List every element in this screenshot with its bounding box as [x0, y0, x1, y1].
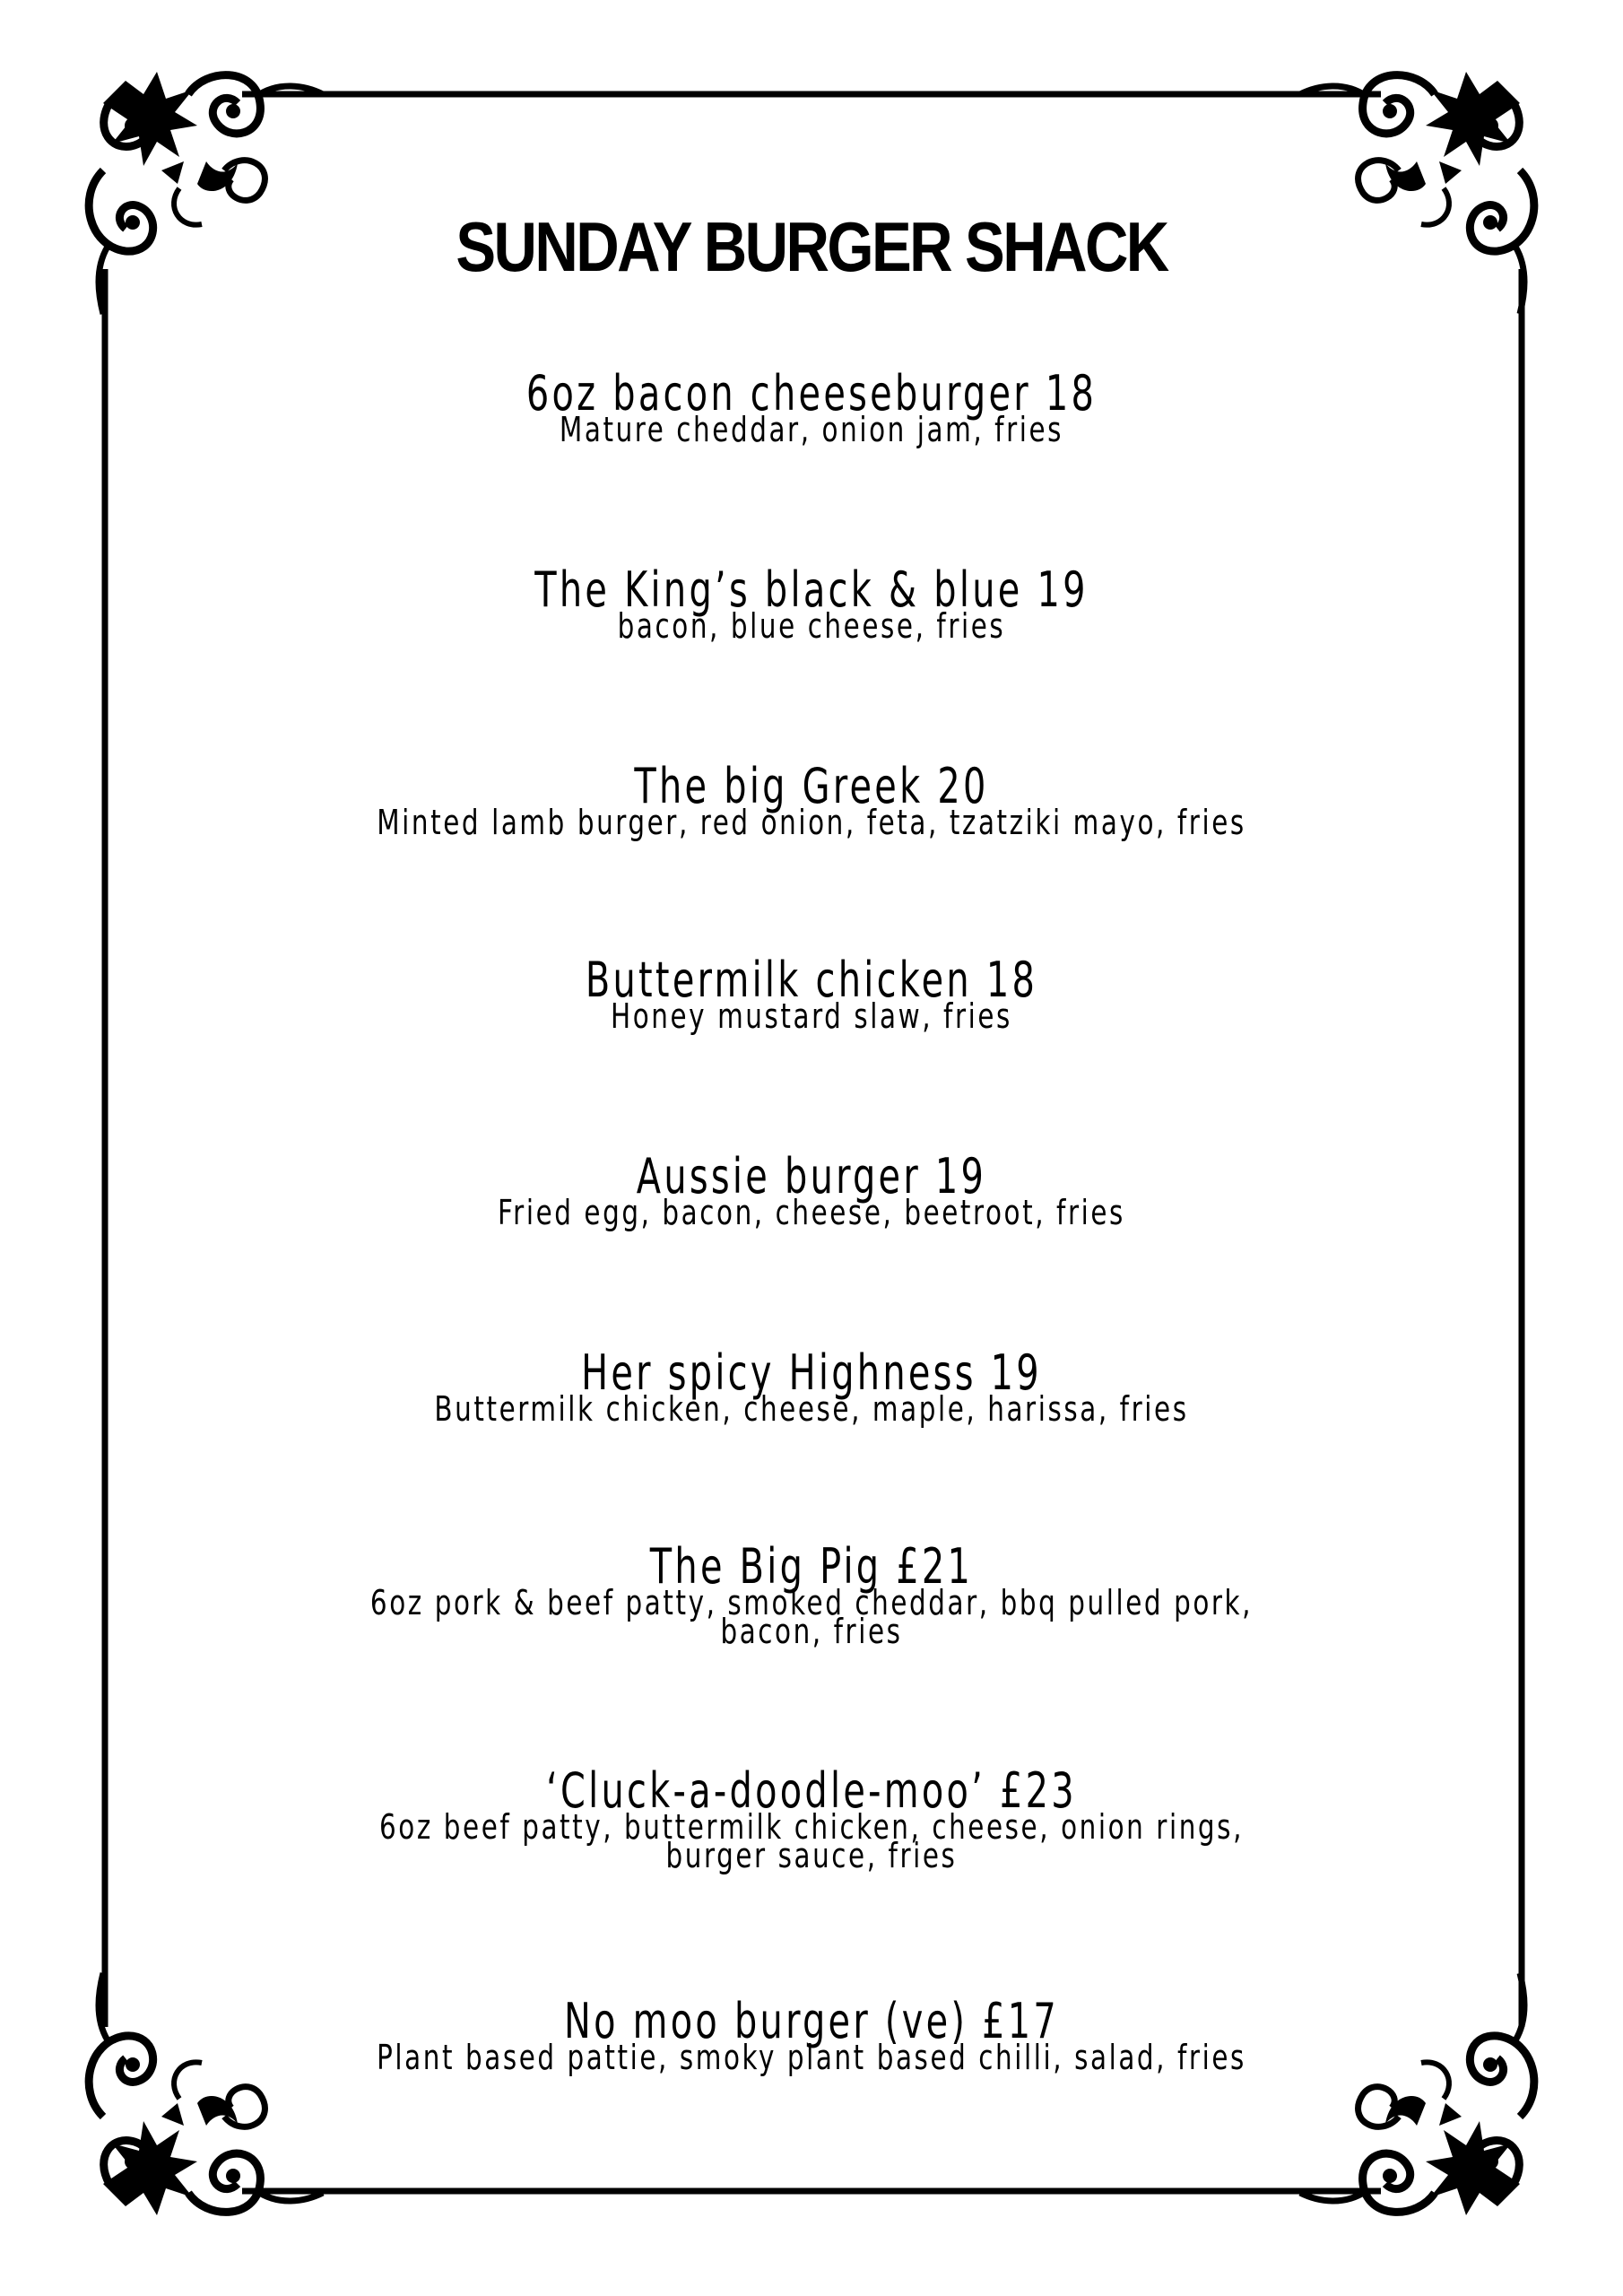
menu-title: SUNDAY BURGER SHACK — [456, 207, 1167, 286]
menu-item — [0, 1993, 1623, 2077]
item-description: 6oz beef patty, buttermilk chicken, cheese, onion rings, — [378, 1807, 1244, 1847]
menu-item — [0, 758, 1623, 842]
item-name: The Big Pig £21 — [649, 1538, 974, 1595]
item-description: bacon, blue cheese, fries — [617, 606, 1006, 646]
menu-item — [0, 952, 1623, 1036]
item-description: Plant based pattie, smoky plant based chilli, salad, fries — [377, 2038, 1246, 2077]
menu-item — [0, 365, 1623, 449]
item-description-line2: bacon, fries — [720, 1612, 903, 1651]
menu-item — [0, 1538, 1623, 1651]
menu-item — [0, 561, 1623, 646]
menu-item — [0, 1344, 1623, 1429]
item-name: No moo burger (ve) £17 — [564, 1993, 1059, 2049]
item-description: Buttermilk chicken, cheese, maple, harissa, fries — [434, 1389, 1189, 1429]
item-name: Her spicy Highness 19 — [581, 1344, 1042, 1401]
item-description: 6oz pork & beef patty, smoked cheddar, bbq pulled pork, — [369, 1583, 1254, 1622]
item-name: ‘Cluck-a-doodle-moo’ £23 — [546, 1762, 1077, 1819]
item-name: The big Greek 20 — [634, 758, 989, 814]
item-name: Buttermilk chicken 18 — [585, 952, 1038, 1008]
item-description: Fried egg, bacon, cheese, beetroot, fries — [498, 1193, 1125, 1232]
menu-item — [0, 1762, 1623, 1875]
item-name: Aussie burger 19 — [636, 1148, 987, 1205]
item-description: Mature cheddar, onion jam, fries — [559, 410, 1064, 449]
item-description-line2: burger sauce, fries — [665, 1836, 958, 1875]
item-description: Minted lamb burger, red onion, feta, tzatziki mayo, fries — [377, 803, 1246, 842]
menu-item — [0, 1148, 1623, 1232]
item-description: Honey mustard slaw, fries — [611, 996, 1012, 1036]
item-name: The King’s black & blue 19 — [534, 561, 1089, 618]
item-name: 6oz bacon cheeseburger 18 — [525, 365, 1098, 422]
